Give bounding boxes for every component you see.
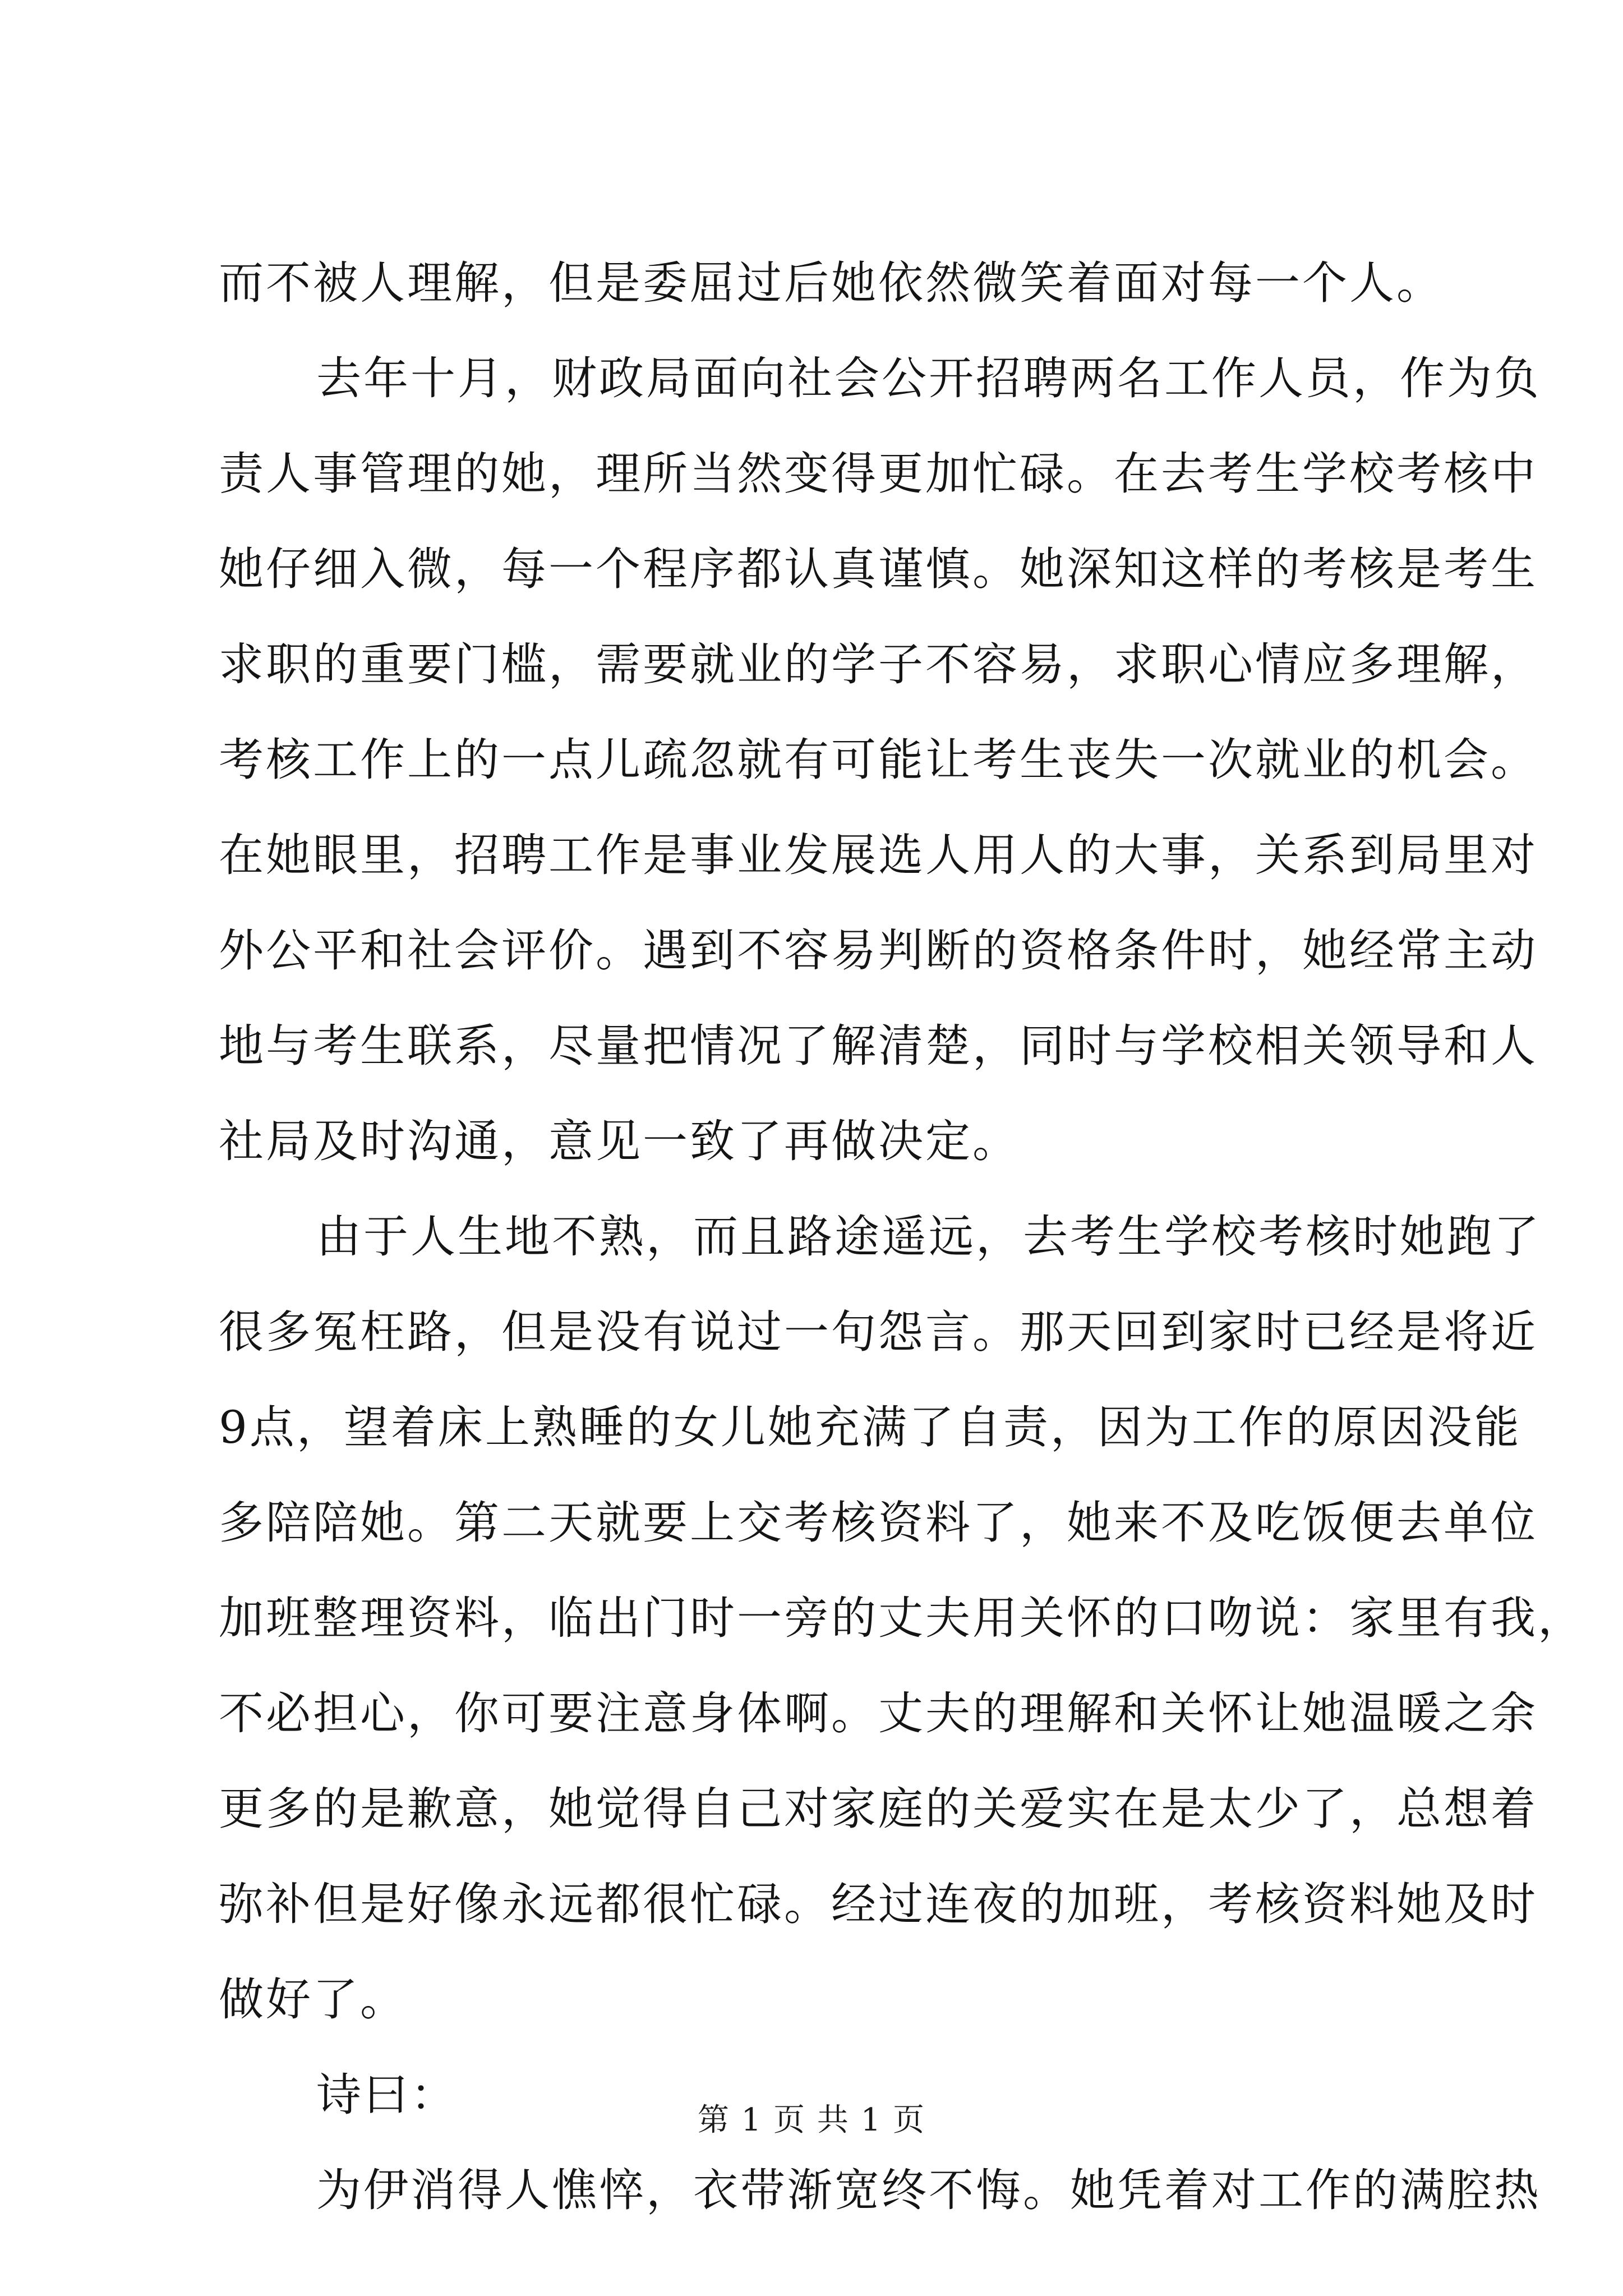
text-line: 弥补但是好像永远都很忙碌。经过连夜的加班，考核资料她及时	[219, 1878, 1538, 1930]
text-line: 更多的是歉意，她觉得自己对家庭的关爱实在是太少了，总想着	[219, 1783, 1538, 1835]
text-line: 在她眼里，招聘工作是事业发展选人用人的大事，关系到局里对	[219, 829, 1538, 881]
page-footer: 第 1 页 共 1 页	[697, 2102, 926, 2138]
text-line: 社局及时沟通，意见一致了再做决定。	[219, 1115, 1020, 1167]
text-line: 不必担心，你可要注意身体啊。丈夫的理解和关怀让她温暖之余	[219, 1687, 1538, 1740]
text-line: 诗曰：	[316, 2069, 458, 2121]
text-line: 地与考生联系，尽量把情况了解清楚，同时与学校相关领导和人	[219, 1020, 1538, 1072]
text-line: 为伊消得人憔悴，衣带渐宽终不悔。她凭着对工作的满腔热	[316, 2164, 1541, 2216]
text-line: 多陪陪她。第二天就要上交考核资料了，她来不及吃饭便去单位	[219, 1497, 1538, 1549]
text-line: 做好了。	[219, 1973, 407, 2026]
text-line: 去年十月，财政局面向社会公开招聘两名工作人员，作为负	[316, 352, 1541, 404]
text-line: 由于人生地不熟，而且路途遥远，去考生学校考核时她跑了	[316, 1211, 1541, 1263]
text-line: 9点，望着床上熟睡的女儿她充满了自责，因为工作的原因没能	[219, 1401, 1521, 1453]
document-body	[219, 236, 1585, 2238]
text-line: 而不被人理解，但是委屈过后她依然微笑着面对每一个人。	[219, 257, 1444, 309]
text-line: 她仔细入微，每一个程序都认真谨慎。她深知这样的考核是考生	[219, 543, 1538, 595]
text-line: 责人事管理的她，理所当然变得更加忙碌。在去考生学校考核中	[219, 448, 1538, 500]
text-line: 很多冤枉路，但是没有说过一句怨言。那天回到家时已经是将近	[219, 1306, 1538, 1358]
text-line: 外公平和社会评价。遇到不容易判断的资格条件时，她经常主动	[219, 924, 1538, 977]
text-line: 加班整理资料，临出门时一旁的丈夫用关怀的口吻说：家里有我，	[219, 1592, 1585, 1644]
text-line: 考核工作上的一点儿疏忽就有可能让考生丧失一次就业的机会。	[219, 734, 1538, 786]
text-line: 求职的重要门槛，需要就业的学子不容易，求职心情应多理解，	[219, 638, 1538, 691]
